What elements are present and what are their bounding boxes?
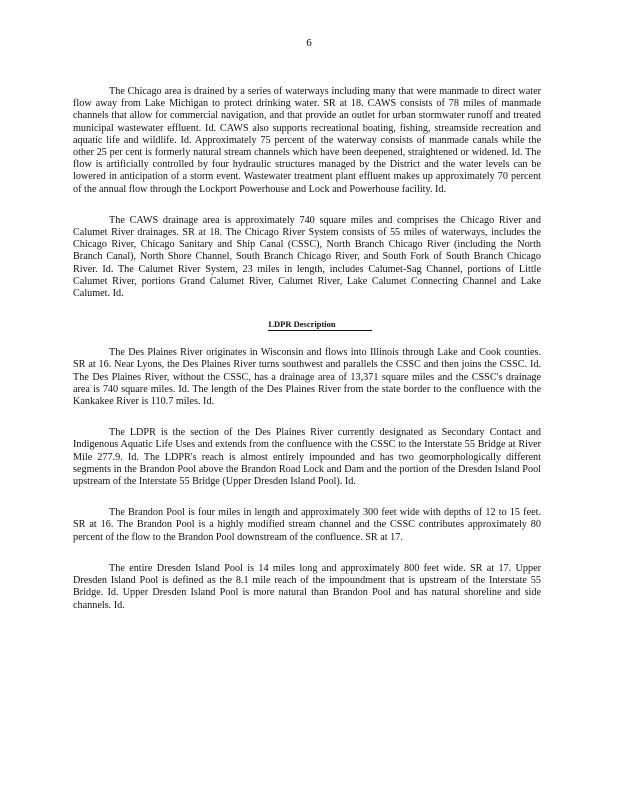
section-heading-text: LDPR Description	[268, 319, 371, 331]
paragraph-brandon-pool: The Brandon Pool is four miles in length and approximately 300 feet wide with depths of 12 to 15 feet. SR at 16. The Brandon Pool is a highly modified stream channel and the CSSC contributes approximately 80 percent of the flow to the Brandon Pool downstream of the confluence. SR at 17.	[73, 507, 541, 543]
paragraph-caws-overview: The Chicago area is drained by a series of waterways including many that were manmade to direct water flow away from Lake Michigan to protect drinking water. SR at 18. CAWS consists of 78 miles of manmade channels that allow for commercial navigation, and that provide an outlet for urban stormwater runoff and treated municipal wastewater effluent. Id. CAWS also supports recreational boating, fishing, streamside recreation and aquatic life and wildlife. Id. Approximately 75 percent of the waterway consists of manmade canals while the other 25 per cent is formerly natural stream channels which have been deepened, straightened or widened. Id. The flow is artificially controlled by four hydraulic structures managed by the District and the water levels can be lowered in anticipation of a storm event. Wastewater treatment plant effluent makes up approximately 70 percent of the annual flow through the Lockport Powerhouse and Lock and Powerhouse facility. Id.	[73, 86, 541, 195]
paragraph-ldpr: The LDPR is the section of the Des Plaines River currently designated as Secondary Contact and Indigenous Aquatic Life Uses and extends from the confluence with the CSSC to the Interstate 55 Bridge at River Mile 277.9. Id. The LDPR's reach is almost entirely impounded and has two geomorphologically different segments in the Brandon Pool above the Brandon Road Lock and Dam and the portion of the Dresden Island Pool upstream of the Interstate 55 Bridge (Upper Dresden Island Pool). Id.	[73, 427, 541, 488]
paragraph-caws-drainage: The CAWS drainage area is approximately 740 square miles and comprises the Chicago River and Calumet River drainages. SR at 18. The Chicago River System consists of 55 miles of waterways, includes the Chicago River, Chicago Sanitary and Ship Canal (CSSC), North Branch Chicago River (including the North Branch Canal), North Shore Channel, South Branch Chicago River, and South Fork of South Branch Chicago River. Id. The Calumet River System, 23 miles in length, includes Calumet-Sag Channel, portions of Little Calumet River, portions Grand Calumet River, Calumet River, Lake Calumet Connecting Channel and Lake Calumet. Id.	[73, 214, 541, 300]
section-heading	[73, 319, 541, 331]
page-number: 6	[306, 37, 312, 49]
document-body	[73, 86, 541, 631]
paragraph-des-plaines-river: The Des Plaines River originates in Wisconsin and flows into Illinois through Lake and Cook counties. SR at 16. Near Lyons, the Des Plaines River turns southwest and parallels the CSSC and then joins the CSSC. Id. The Des Plaines River, without the CSSC, has a drainage area of 13,371 square miles and the CSSC's drainage area is 740 square miles. Id. The length of the Des Plaines River from the state border to the confluence with the Kankakee River is 110.7 miles. Id.	[73, 347, 541, 408]
paragraph-dresden-island-pool: The entire Dresden Island Pool is 14 miles long and approximately 800 feet wide. SR at 17. Upper Dresden Island Pool is defined as the 8.1 mile reach of the impoundment that is upstream of the Interstate 55 Bridge. Id. Upper Dresden Island Pool is more natural than Brandon Pool and has natural shoreline and side channels. Id.	[73, 562, 541, 611]
